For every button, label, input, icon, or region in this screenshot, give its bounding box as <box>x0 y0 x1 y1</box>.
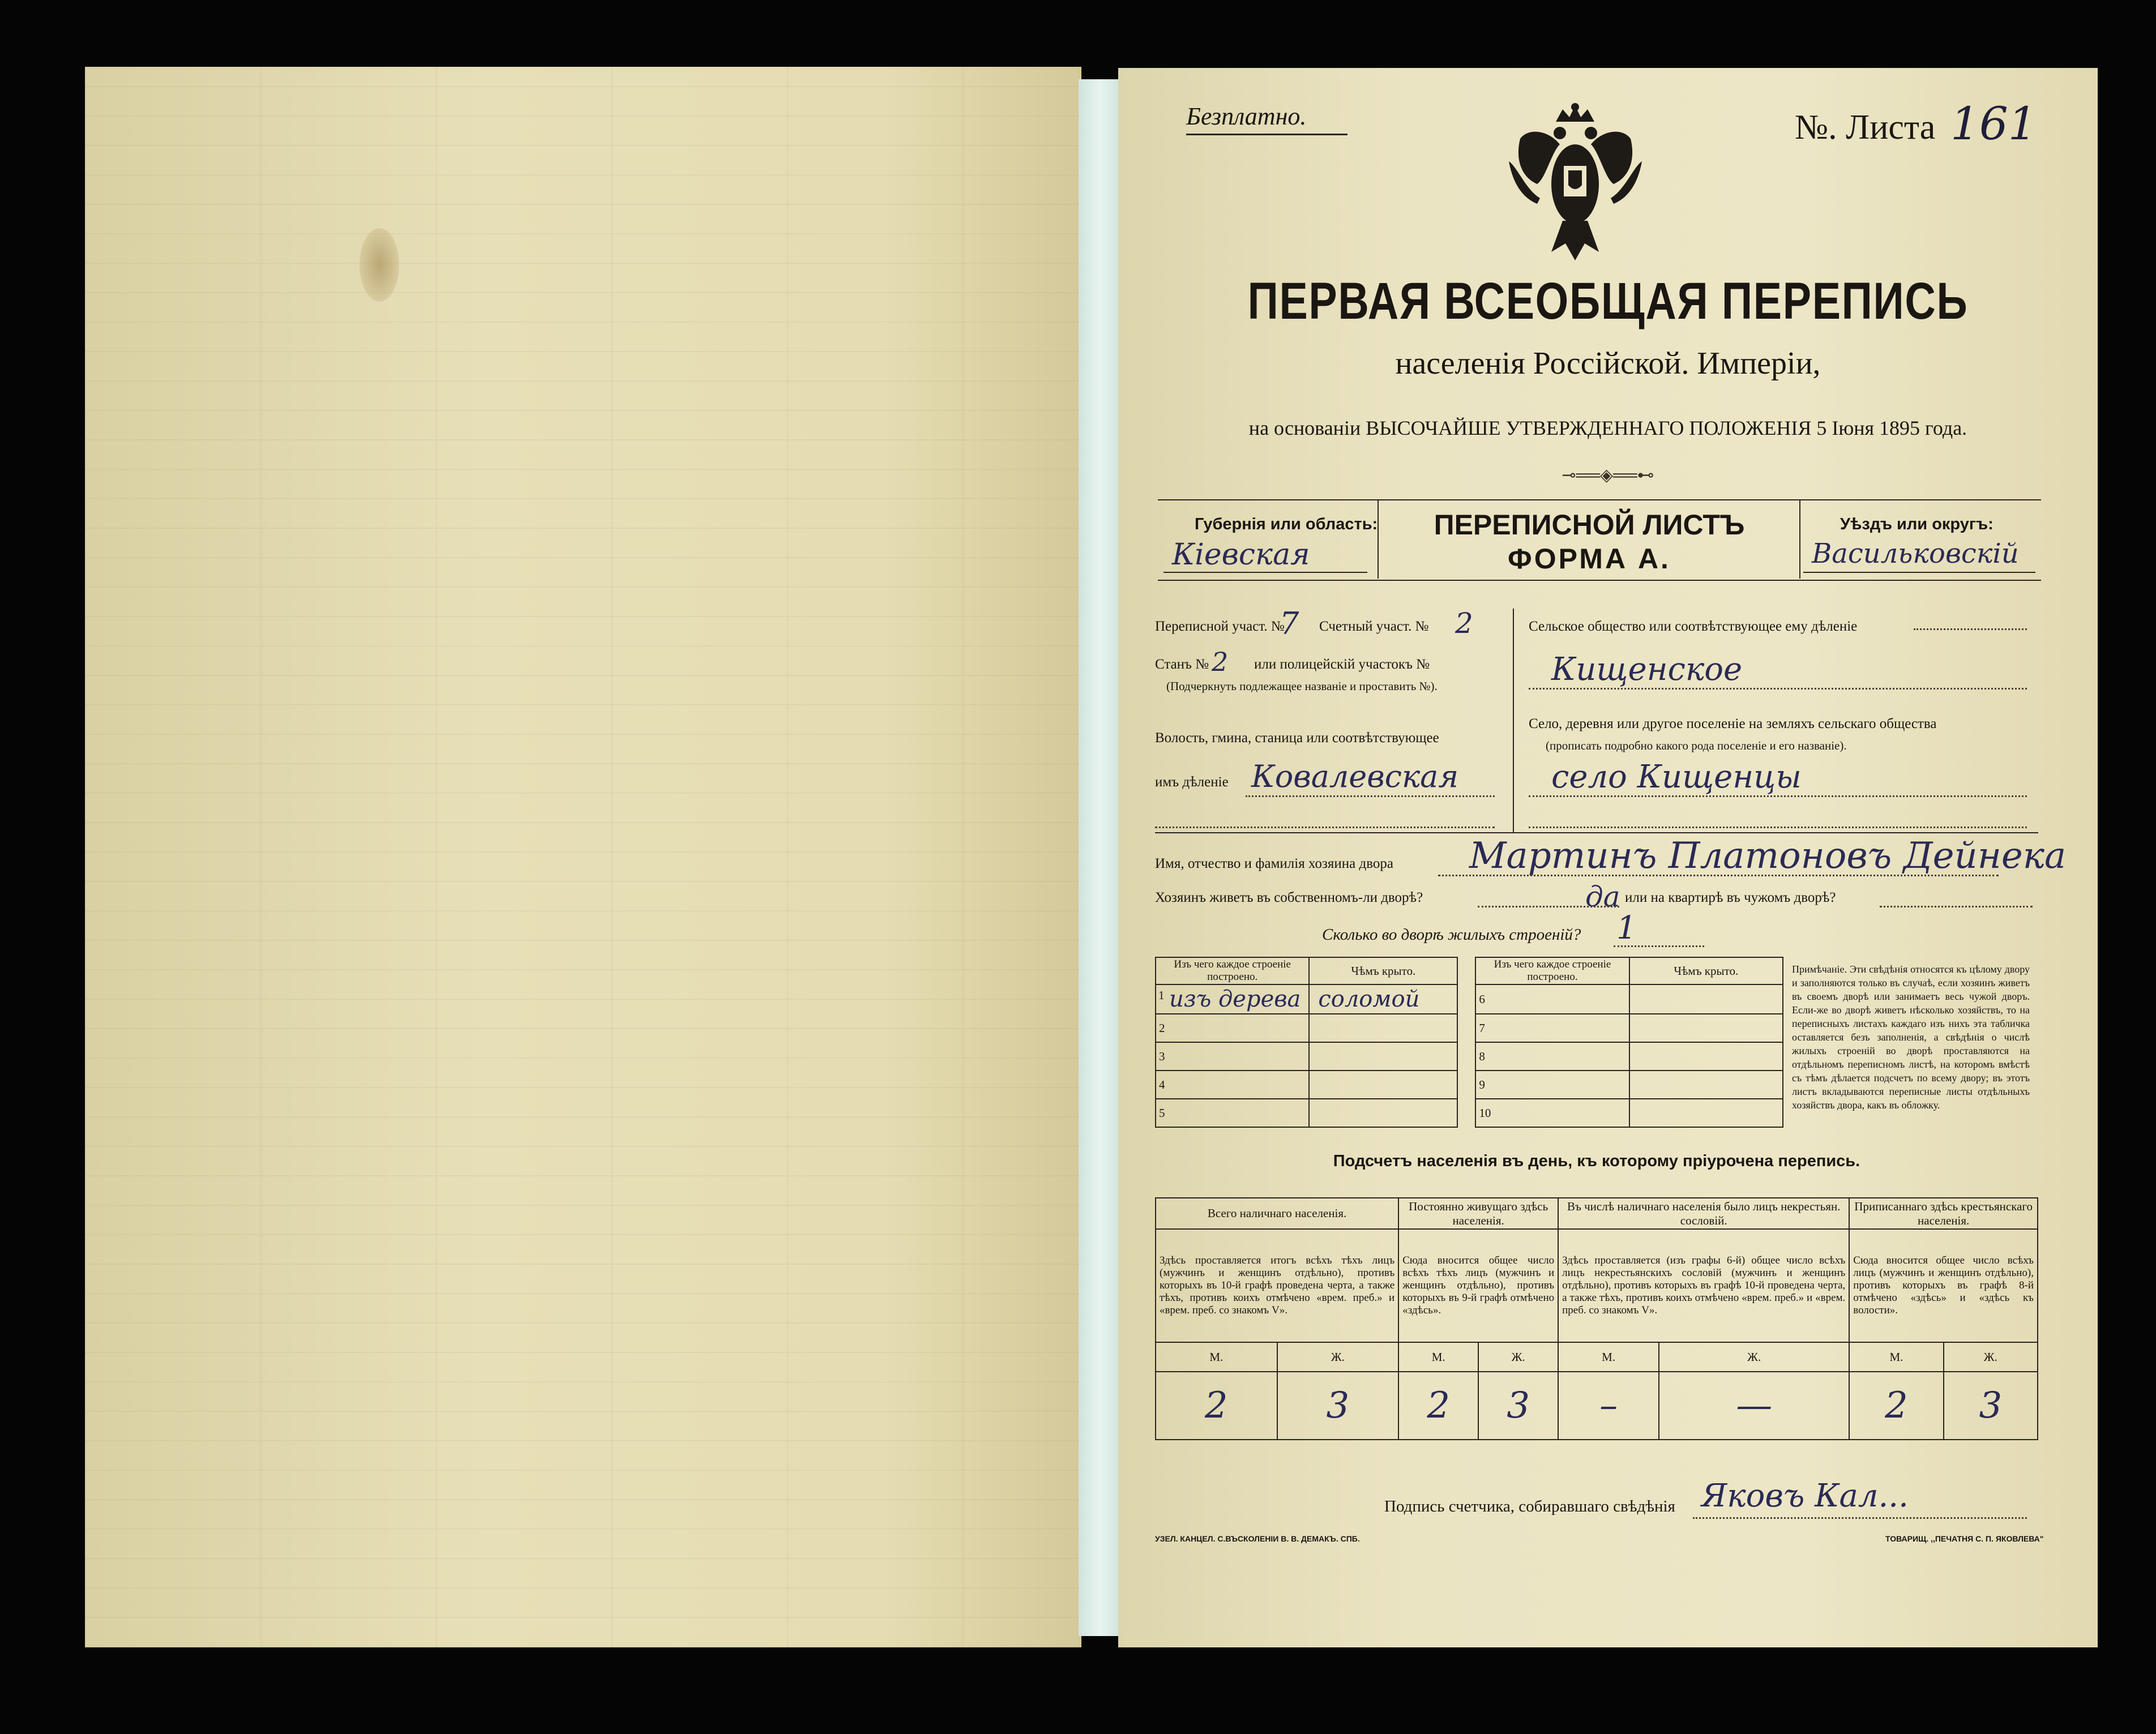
province-label: Губернія или область: <box>1195 515 1378 533</box>
society-label-dots <box>1914 628 2027 630</box>
owner-name-label: Имя, отчество и фамилія хозяина двора <box>1155 856 1393 871</box>
binding-strip <box>1079 79 1121 1636</box>
col-registered-peasant-head: Приписаннаго здѣсь крестьянскаго населенія. <box>1849 1198 2038 1229</box>
apartment-underline <box>1880 906 2033 907</box>
imperial-eagle-emblem <box>1506 99 1645 263</box>
note-text: Примѣчаніе. Эти свѣдѣнія относятся къ цѣлому двору и заполняются только въ случаѣ, если хозяинъ живетъ въ своемъ дворѣ или занимаетъ весь чужой дворъ. Если-же во дворѣ живетъ нѣсколько хозяйствъ, то на переписныхъ листахъ каждаго изъ нихъ эта табличка оставляется безъ заполненія, а свѣдѣнія о числѣ жилыхъ строеній во дворѣ проставляются на отдѣльномъ переписномъ листѣ, на которомъ вмѣстѣ съ тѣмъ дѣлается подсчетъ по всему двору; въ этотъ листъ вкладываются переписные листы отдѣльныхъ хозяйствъ двора, какъ въ обложку. <box>1792 964 2030 1111</box>
row-number: 2 <box>1159 1021 1165 1035</box>
society-label: Сельское общество или соотвѣтствующее ему дѣленіе <box>1529 619 1858 634</box>
owner-lives-underline <box>1478 906 1619 907</box>
row-number: 4 <box>1159 1077 1165 1091</box>
row-number: 10 <box>1479 1106 1491 1120</box>
signature-underline <box>1693 1517 2027 1519</box>
buildings-col-material-2: Изъ чего каждое строеніе построено. <box>1475 957 1629 984</box>
permanent-male: 2 <box>1398 1372 1478 1440</box>
stan-label: Станъ № <box>1155 657 1209 672</box>
registered-peasant-male: 2 <box>1849 1372 1943 1440</box>
male-header: М. <box>1849 1342 1943 1372</box>
row-number: 6 <box>1479 992 1485 1006</box>
col-total-present-desc: Здѣсь проставляется итогъ всѣхъ тѣхъ лицъ (мужчинъ и женщинъ отдѣльно), противъ которыхъ въ 10-й графѣ проведена черта, а также тѣхъ, противъ коихъ отмѣчено «врем. преб.» и «врем. преб. со знакомъ V». <box>1156 1229 1398 1342</box>
buildings-count-underline <box>1614 945 1704 947</box>
col-non-peasant-desc: Здѣсь проставляется (изъ графы 6-й) общее число всѣхъ лицъ некрестьянскихъ сословій (мужчинъ и женщинъ отдѣльно), противъ которыхъ въ графѣ 10-й проведена черта, а также тѣхъ, противъ коихъ отмѣчено «врем. преб.» и «врем. преб. со знакомъ V». <box>1558 1229 1849 1342</box>
registered-peasant-female: 3 <box>1944 1372 2038 1440</box>
free-underline <box>1186 134 1348 135</box>
district-label: Уѣздъ или округъ: <box>1840 515 1994 533</box>
census-summary-table <box>1155 1197 2038 1440</box>
signature-value: Яковъ Кал... <box>1701 1478 1909 1514</box>
female-header: Ж. <box>1478 1342 1558 1372</box>
province-value: Кіевская <box>1172 538 1310 572</box>
female-header: Ж. <box>1277 1342 1399 1372</box>
building-roof-value: соломой <box>1318 986 1420 1012</box>
faint-bleed-through <box>85 67 1081 1647</box>
form-header-divider-right <box>1799 499 1800 579</box>
ornament-divider: ⊸══◈══⊷ <box>1562 466 1654 485</box>
form-title: ФОРМА А. <box>1508 543 1671 575</box>
row-number: 9 <box>1479 1077 1485 1091</box>
col-non-peasant-head: Въ числѣ наличнаго населенія было лицъ некрестьян. сословій. <box>1558 1198 1849 1229</box>
village-value: село Кищенцы <box>1551 759 1802 795</box>
female-header: Ж. <box>1944 1342 2038 1372</box>
col-registered-peasant-desc: Сюда вносится общее число всѣхъ лицъ (мужчинъ и женщинъ отдѣльно), противъ которыхъ въ графѣ 8-й отмѣчено «здѣсь» и «здѣсь къ волости». <box>1849 1229 2038 1342</box>
row-number: 8 <box>1479 1049 1485 1063</box>
census-plot-value: 7 <box>1280 606 1299 641</box>
free-label: Безплатно. <box>1186 102 1307 130</box>
row-number: 1 <box>1158 988 1165 1002</box>
province-underline <box>1163 572 1367 573</box>
volost-label-2: имъ дѣленіе <box>1155 774 1229 790</box>
count-plot-label: Счетный участ. № <box>1319 619 1429 634</box>
count-plot-value: 2 <box>1455 607 1473 640</box>
owner-lives-label: Хозяинъ живетъ въ собственномъ-ли дворѣ? <box>1155 890 1423 905</box>
owner-name-underline <box>1438 875 1999 876</box>
owner-lives-value: да <box>1585 880 1620 913</box>
buildings-count-value: 1 <box>1616 910 1637 947</box>
census-basis-line: на основаніи ВЫСОЧАЙШЕ УТВЕРЖДЕННАГО ПОЛОЖЕНІЯ 5 Іюня 1895 года. <box>1248 417 1967 439</box>
printer-imprint-right: ТОВАРИЩ. ,,ПЕЧАТНЯ С. П. ЯКОВЛЕВА" <box>1885 1534 2044 1543</box>
buildings-row <box>1156 1014 1783 1042</box>
buildings-row <box>1156 1071 1783 1099</box>
total-present-male: 2 <box>1156 1372 1277 1440</box>
col-permanent-desc: Сюда вносится общее число всѣхъ тѣхъ лицъ (мужчинъ и женщинъ отдѣльно), противъ которыхъ въ 9-й графѣ отмѣчено «здѣсь». <box>1398 1229 1558 1342</box>
census-plot-label: Переписной участ. № <box>1155 619 1285 634</box>
buildings-row <box>1156 1042 1783 1071</box>
census-title: ПЕРВАЯ ВСЕОБЩАЯ ПЕРЕПИСЬ <box>1247 272 1969 330</box>
owner-top-rule <box>1155 832 2038 833</box>
stan-note: (Подчеркнуть подлежащее названіе и проставить №). <box>1166 679 1438 693</box>
fields-divider <box>1513 609 1514 832</box>
col-total-present-head: Всего наличнаго населенія. <box>1156 1198 1398 1229</box>
buildings-table <box>1155 957 1783 1128</box>
non-peasant-male: – <box>1558 1372 1659 1440</box>
signature-label: Подпись счетчика, собиравшаго свѣдѣнія <box>1384 1497 1675 1515</box>
census-subtitle: населенія Россійской. Имперіи, <box>1395 346 1821 381</box>
female-header: Ж. <box>1659 1342 1849 1372</box>
row-number: 5 <box>1159 1106 1165 1120</box>
permanent-female: 3 <box>1478 1372 1558 1440</box>
society-value: Кищенское <box>1551 651 1743 688</box>
male-header: М. <box>1156 1342 1277 1372</box>
col-permanent-head: Постоянно живущаго здѣсь населенія. <box>1398 1198 1558 1229</box>
district-underline <box>1803 572 2035 573</box>
building-material-value: изъ дерева <box>1169 986 1301 1012</box>
buildings-col-roof: Чѣмъ крыто. <box>1309 957 1457 984</box>
buildings-count-label: Сколько во дворѣ жилыхъ строеній? <box>1322 926 1581 944</box>
apartment-label: или на квартирѣ въ чужомъ дворѣ? <box>1625 890 1836 905</box>
buildings-col-material: Изъ чего каждое строеніе построено. <box>1156 957 1309 984</box>
census-summary-title: Подсчетъ населенія въ день, къ которому пріурочена перепись. <box>1333 1152 1860 1170</box>
volost-underline-2 <box>1155 827 1495 828</box>
row-number: 3 <box>1159 1049 1165 1063</box>
buildings-row <box>1156 1099 1783 1127</box>
total-present-female: 3 <box>1277 1372 1399 1440</box>
non-peasant-female: — <box>1659 1372 1849 1440</box>
village-label: Село, деревня или другое поселеніе на земляхъ сельскаго общества <box>1529 716 1937 731</box>
form-header-divider-left <box>1378 499 1379 579</box>
buildings-col-roof-2: Чѣмъ крыто. <box>1629 957 1783 984</box>
owner-name-value: Мартинъ Платоновъ Дейнека <box>1469 835 2067 877</box>
district-value: Васильковскій <box>1812 538 2019 570</box>
male-header: М. <box>1558 1342 1659 1372</box>
volost-value: Ковалевская <box>1251 759 1459 794</box>
police-plot-label: или полицейскій участокъ № <box>1254 657 1430 672</box>
buildings-row <box>1156 984 1783 1014</box>
village-note: (прописать подробно какого рода поселеніе и его названіе). <box>1546 739 1847 752</box>
stan-value: 2 <box>1212 646 1229 677</box>
volost-underline <box>1246 795 1495 797</box>
volost-label-1: Волость, гмина, станица или соотвѣтствующее <box>1155 730 1439 746</box>
sheet-title: ПЕРЕПИСНОЙ ЛИСТЪ <box>1434 509 1745 541</box>
male-header: М. <box>1398 1342 1478 1372</box>
row-number: 7 <box>1479 1021 1485 1035</box>
printer-imprint-left: УЗЕЛ. КАНЦЕЛ. С.ВЪСКОЛЕНІИ В. В. ДЕМАКЪ. СПБ. <box>1155 1534 1360 1543</box>
village-underline-2 <box>1529 827 2027 828</box>
sheet-number-value: 161 <box>1950 97 2037 150</box>
paper-stain <box>360 228 399 302</box>
sheet-number-label: №. Листа <box>1795 108 1936 147</box>
left-page <box>85 67 1081 1647</box>
society-underline <box>1529 688 2027 690</box>
village-underline <box>1529 795 2027 797</box>
